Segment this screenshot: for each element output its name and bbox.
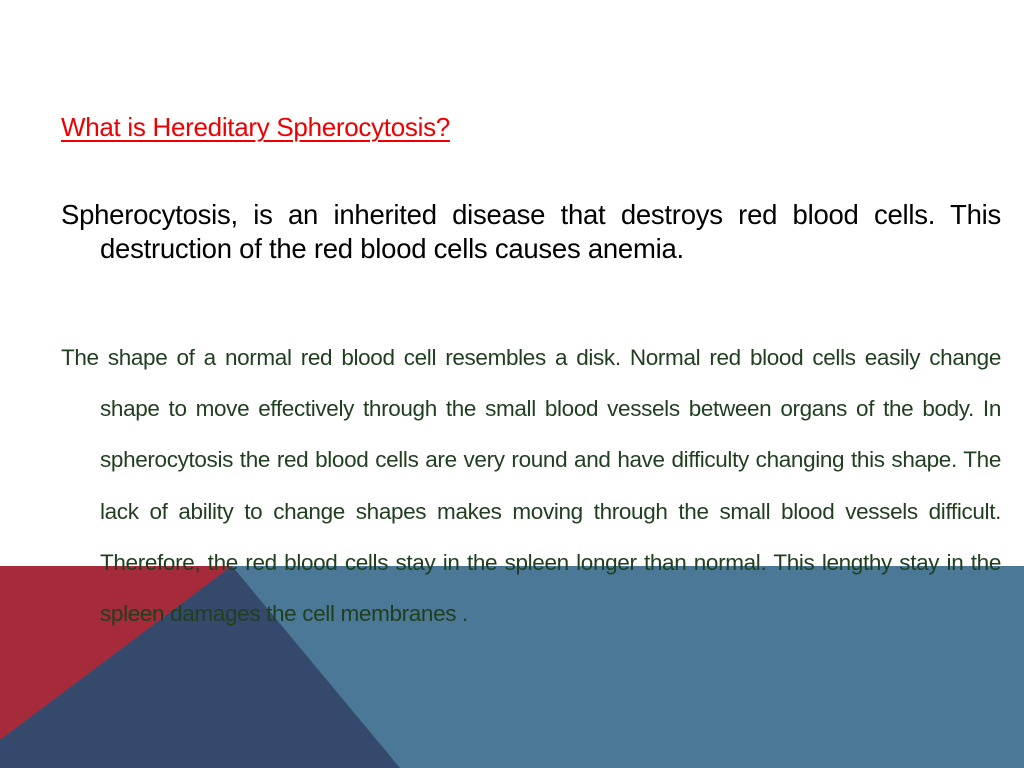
slide-heading: What is Hereditary Spherocytosis? <box>61 112 450 142</box>
detail-paragraph: The shape of a normal red blood cell resembles a disk. Normal red blood cells easily change shape to move effectively through the small blood vessels between organs of the body. In spherocytosis the red blood cells are very round and have difficulty changing this shape. The lack of ability to change shapes makes moving through the small blood vessels difficult. Therefore, the red blood cells stay in the spleen longer than normal. This lengthy stay in the spleen damages the cell membranes . <box>61 345 1001 627</box>
intro-paragraph: Spherocytosis, is an inherited disease that destroys red blood cells. This destruction of the red blood cells causes anemia. <box>61 199 1001 264</box>
